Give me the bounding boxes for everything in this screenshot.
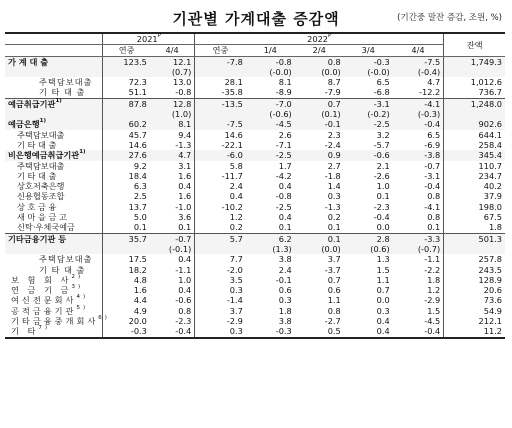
header-col: 연중 [103,45,150,56]
cell-value: 1.1 [327,295,341,306]
table-row [5,326,505,337]
cell-value: (-0.3) [393,109,444,119]
cell-value: 1.5 [427,305,441,316]
cell-value: 1.6 [178,191,192,202]
cell-value: 0.1 [427,222,441,233]
cell-value: 212.1 [444,316,505,326]
cell-value: -2.9 [424,295,441,306]
cell-value: 1.1 [376,274,390,285]
cell-value: -7.9 [324,87,341,98]
row-label: 상 호 금 융 [17,201,57,212]
cell-value: 18.2 [103,265,150,275]
row-label: 주택담보대출 [17,129,65,140]
cell-value: 0.9 [295,150,344,160]
table-row [5,233,505,244]
cell-value: 1,248.0 [444,98,505,109]
cell-value: -7.5 [195,119,246,129]
cell-value: -10.2 [195,202,246,212]
cell-value: 0.4 [195,191,246,201]
cell-value: 0.6 [278,285,292,296]
cell-value: 37.9 [444,191,505,201]
row-label: 주택담보대출 [39,77,93,88]
cell-value: -1.3 [175,139,192,150]
row-label: 주택담보대출 [39,254,93,265]
cell-value: 0.8 [427,191,441,202]
cell-value: (-0.2) [344,109,393,119]
cell-value: (-0.7) [393,244,444,254]
table-row [5,181,505,191]
cell-value: -3.8 [393,150,444,160]
table-row [5,119,505,129]
row-label: 연 금 기 금$^{3)}$ [11,284,84,296]
table-row [5,87,505,98]
row-label: 비은행예금취급기관$^{1)}$ [5,150,103,160]
cell-value: 6.2 [246,233,295,244]
cell-value: (-0.4) [393,67,444,77]
cell-value: 0.4 [344,326,393,337]
cell-value: (-0.6) [246,109,295,119]
cell-value: 0.0 [376,222,390,233]
row-label [5,109,103,119]
cell-value: (-0.0) [246,67,295,77]
header-row-periods [5,45,505,56]
cell-value: 3.1 [178,160,192,171]
cell-value: -3.1 [424,170,441,181]
cell-value: -12.2 [419,87,441,98]
cell-value: -3.1 [344,98,393,109]
page-title: 기관별 가계대출 증감액 [172,10,340,28]
table-row [5,67,505,77]
cell-value: 1.0 [178,274,192,285]
cell-value: 3.8 [278,254,292,265]
header-col: 4/4 [150,45,195,56]
cell-value: 2.5 [103,191,150,201]
cell-value: 0.4 [178,285,192,296]
cell-value: 9.4 [178,129,192,140]
header-col: 1/4 [246,45,295,56]
cell-value: 14.6 [195,130,246,140]
table-row [5,212,505,222]
cell-value: 0.3 [278,295,292,306]
cell-value: 8.1 [150,119,195,129]
cell-value: 3.2 [376,129,390,140]
cell-value: -2.0 [195,265,246,275]
cell-value: 28.1 [195,77,246,87]
cell-value: 13.0 [173,77,192,88]
cell-value: -0.4 [150,326,195,337]
table-row [5,130,505,140]
cell-value: -7.1 [275,139,292,150]
cell-value: (0.6) [344,244,393,254]
cell-value: -4.1 [393,98,444,109]
cell-value: 1,012.6 [444,77,505,87]
header-balance: 잔액 [444,33,505,56]
table-row [5,171,505,181]
cell-value: 0.1 [103,222,150,233]
cell-value: 1.8 [278,305,292,316]
cell-value: 234.7 [444,171,505,181]
cell-value: 0.1 [295,233,344,244]
cell-value: 0.0 [376,295,390,306]
cell-value: -6.9 [424,139,441,150]
header-col: 4/4 [393,45,444,56]
cell-value: 0.7 [327,274,341,285]
cell-value: -2.4 [324,139,341,150]
table-row [5,150,505,160]
cell-value: 3.7 [327,254,341,265]
cell-value: -0.3 [103,326,150,337]
row-label: 상호저축은행 [17,181,65,192]
cell-value [195,109,246,119]
table-row [5,98,505,109]
cell-value: -22.1 [195,140,246,150]
cell-value: 0.4 [278,212,292,223]
cell-value: -4.1 [424,201,441,212]
header-year-2022: $2022^P$ [195,33,444,45]
table-row [5,306,505,316]
cell-value [195,67,246,77]
loan-table [5,32,505,339]
cell-value [103,109,150,119]
row-label: 기타금융중개회사$^{6)}$ [11,315,110,327]
cell-value: 20.0 [103,316,150,326]
cell-value: 8.7 [327,77,341,88]
cell-value: 243.5 [444,265,505,275]
cell-value [444,67,505,77]
cell-value: -1.1 [424,254,441,265]
cell-value: 257.8 [444,254,505,264]
cell-value: 2.4 [195,181,246,191]
cell-value: 0.2 [195,222,246,233]
cell-value: 0.1 [278,222,292,233]
cell-value: -0.3 [344,56,393,67]
table-row [5,56,505,67]
cell-value: 0.8 [427,212,441,223]
cell-value: 0.5 [295,326,344,337]
cell-value: (-0.0) [344,67,393,77]
cell-value: 8.1 [278,77,292,88]
cell-value: (0.0) [295,244,344,254]
row-label: 여신전문회사$^{4)}$ [11,294,89,306]
cell-value: 4.8 [103,275,150,285]
cell-value: 123.5 [103,56,150,67]
row-label [5,244,103,254]
cell-value: 1.3 [376,254,390,265]
cell-value: 1.5 [376,264,390,275]
cell-value: (1.0) [150,109,195,119]
cell-value: -0.8 [175,87,192,98]
cell-value: 6.5 [376,77,390,88]
cell-value: 258.4 [444,140,505,150]
cell-value: 644.1 [444,130,505,140]
cell-value: 40.2 [444,181,505,191]
cell-value: 11.2 [444,326,505,337]
cell-value: -4.2 [275,170,292,181]
table-row [5,77,505,87]
row-label: 기 타$^{7)}$ [5,326,103,337]
cell-value: 4.7 [427,77,441,88]
row-label [5,67,103,77]
row-label: 기타금융기관 등 [5,233,103,244]
cell-value: 3.8 [278,316,292,327]
cell-value: (0.0) [295,67,344,77]
cell-value: 0.6 [327,285,341,296]
cell-value: 45.7 [103,130,150,140]
cell-value: 2.8 [344,233,393,244]
cell-value: -2.9 [195,316,246,326]
cell-value: -3.3 [393,233,444,244]
cell-value [103,67,150,77]
cell-value: -0.7 [150,233,195,244]
cell-value: 3.7 [195,306,246,316]
header-col: 연중 [195,45,246,56]
cell-value: -6.8 [373,87,390,98]
row-label: 기 타 대 출 [39,87,86,98]
cell-value: -1.3 [324,201,341,212]
cell-value: 736.7 [444,87,505,98]
cell-value [195,244,246,254]
cell-value: -3.7 [324,264,341,275]
cell-value: 67.5 [444,212,505,222]
cell-value: 4.7 [150,150,195,160]
cell-value: 0.4 [278,181,292,192]
cell-value: 0.3 [195,285,246,295]
cell-value: -11.7 [195,171,246,181]
cell-value: -2.5 [344,119,393,129]
row-label: 주택담보대출 [17,160,65,171]
table-row [5,316,505,326]
cell-value: -0.4 [393,119,444,129]
cell-value: -0.7 [424,160,441,171]
cell-value: 2.1 [376,160,390,171]
cell-value: 0.3 [376,305,390,316]
cell-value: -2.3 [175,316,192,327]
row-label: 예금취급기관$^{1)}$ [5,98,103,109]
cell-value: -4.5 [424,316,441,327]
cell-value: 72.3 [103,77,150,87]
cell-value: -5.7 [373,139,390,150]
table-row [5,202,505,212]
cell-value: 14.6 [103,140,150,150]
cell-value: 51.1 [103,87,150,98]
cell-value: 0.3 [327,191,341,202]
cell-value: 902.6 [444,119,505,129]
cell-value: -0.1 [295,119,344,129]
cell-value: (0.1) [295,109,344,119]
cell-value [444,109,505,119]
cell-value: 0.4 [178,254,192,265]
cell-value: 501.3 [444,233,505,244]
cell-value: 0.3 [195,326,246,337]
cell-value: 27.6 [103,150,150,160]
cell-value: -6.0 [195,150,246,160]
cell-value: -0.3 [246,326,295,337]
cell-value: 1.8 [427,274,441,285]
cell-value: 0.1 [376,191,390,202]
cell-value: -0.1 [275,274,292,285]
row-label: 기 타 대 출 [17,139,57,150]
cell-value: 4.4 [103,295,150,305]
cell-value [103,244,150,254]
cell-value: 1,749.3 [444,56,505,67]
cell-value: 1.0 [376,181,390,192]
cell-value: 0.8 [295,56,344,67]
table-row [5,109,505,119]
cell-value: 0.4 [178,181,192,192]
table-row [5,191,505,201]
cell-value: -1.8 [324,170,341,181]
cell-value: -2.7 [324,316,341,327]
cell-value: -1.0 [175,201,192,212]
cell-value: -7.5 [393,56,444,67]
cell-value: 13.7 [103,202,150,212]
cell-value: 87.8 [103,98,150,109]
cell-value: 60.2 [103,119,150,129]
cell-value: -1.4 [195,295,246,305]
row-label: 가 계 대 출 [5,56,103,67]
cell-value: -4.5 [246,119,295,129]
cell-value: -0.4 [373,212,390,223]
cell-value: 6.3 [103,181,150,191]
cell-value: -2.2 [424,264,441,275]
cell-value: -35.8 [195,87,246,98]
cell-value: 0.7 [295,98,344,109]
cell-value: -7.8 [195,56,246,67]
cell-value: 1.2 [427,285,441,296]
header-blank-2 [5,45,103,56]
cell-value: 1.8 [444,222,505,233]
cell-value: -0.4 [393,326,444,337]
cell-value: -0.6 [175,295,192,306]
cell-value: 3.6 [178,212,192,223]
table-row [5,222,505,233]
cell-value: 1.7 [278,160,292,171]
cell-value: 0.4 [376,316,390,327]
cell-value: 17.5 [103,254,150,264]
row-label: 신탁·우체국예금 [17,222,75,233]
cell-value: 5.0 [103,212,150,222]
header-col: 3/4 [344,45,393,56]
cell-value: -2.3 [373,201,390,212]
cell-value: 73.6 [444,295,505,305]
cell-value [444,244,505,254]
cell-value: 18.4 [103,171,150,181]
row-label: 기 타 대 출 [17,170,57,181]
table-body [5,56,505,338]
row-label: 새 마 을 금 고 [17,212,67,223]
cell-value: -1.1 [175,264,192,275]
cell-value: (1.3) [246,244,295,254]
cell-value: 5.8 [195,161,246,171]
header-year-2021: $2021^P$ [103,33,195,45]
row-label: 공적금융기관$^{5)}$ [11,304,89,316]
cell-value: 4.9 [103,306,150,316]
cell-value: -2.5 [275,201,292,212]
row-label: 기 타 대 출 [39,264,86,275]
cell-value: 2.3 [327,129,341,140]
cell-value: 9.2 [103,161,150,171]
cell-value: -0.4 [424,181,441,192]
table-row [5,244,505,254]
cell-value: -0.8 [275,191,292,202]
cell-value: 2.7 [327,160,341,171]
cell-value: 5.7 [195,233,246,244]
cell-value: 345.4 [444,150,505,160]
cell-value: 12.8 [150,98,195,109]
cell-value: -7.0 [246,98,295,109]
row-label: 보 험 회 사$^{2)}$ [11,273,84,285]
table-row [5,254,505,264]
header-row-years [5,33,505,45]
cell-value: -13.5 [195,98,246,109]
cell-value: 1.4 [327,181,341,192]
cell-value: 2.6 [278,129,292,140]
cell-value: 54.9 [444,306,505,316]
cell-value: -2.5 [246,150,295,160]
cell-value: 7.7 [195,254,246,264]
cell-value: -8.9 [275,87,292,98]
cell-value: 3.5 [195,275,246,285]
cell-value: 0.1 [327,222,341,233]
cell-value: (0.7) [150,67,195,77]
cell-value: -0.6 [344,150,393,160]
unit-note: (기간중 말잔 증감, 조원, %) [397,13,502,23]
cell-value: -0.8 [246,56,295,67]
cell-value: 0.8 [327,305,341,316]
header-blank [5,33,103,45]
cell-value: 1.6 [178,170,192,181]
header-col: 2/4 [295,45,344,56]
cell-value: 0.1 [178,222,192,233]
cell-value: 0.2 [327,212,341,223]
table-row [5,161,505,171]
cell-value: 1.6 [103,285,150,295]
cell-value: 12.1 [150,56,195,67]
cell-value: 110.7 [444,161,505,171]
cell-value: 128.9 [444,275,505,285]
cell-value: 6.5 [427,129,441,140]
cell-value: -2.6 [373,170,390,181]
cell-value: 0.8 [178,305,192,316]
cell-value: 2.4 [278,264,292,275]
cell-value: 20.6 [444,285,505,295]
row-label: 신용협동조합 [17,191,65,202]
cell-value: 35.7 [103,233,150,244]
row-label: 예금은행$^{1)}$ [5,119,103,129]
cell-value: 0.7 [376,285,390,296]
cell-value: (-0.1) [150,244,195,254]
cell-value: 198.0 [444,202,505,212]
cell-value: 1.2 [195,212,246,222]
